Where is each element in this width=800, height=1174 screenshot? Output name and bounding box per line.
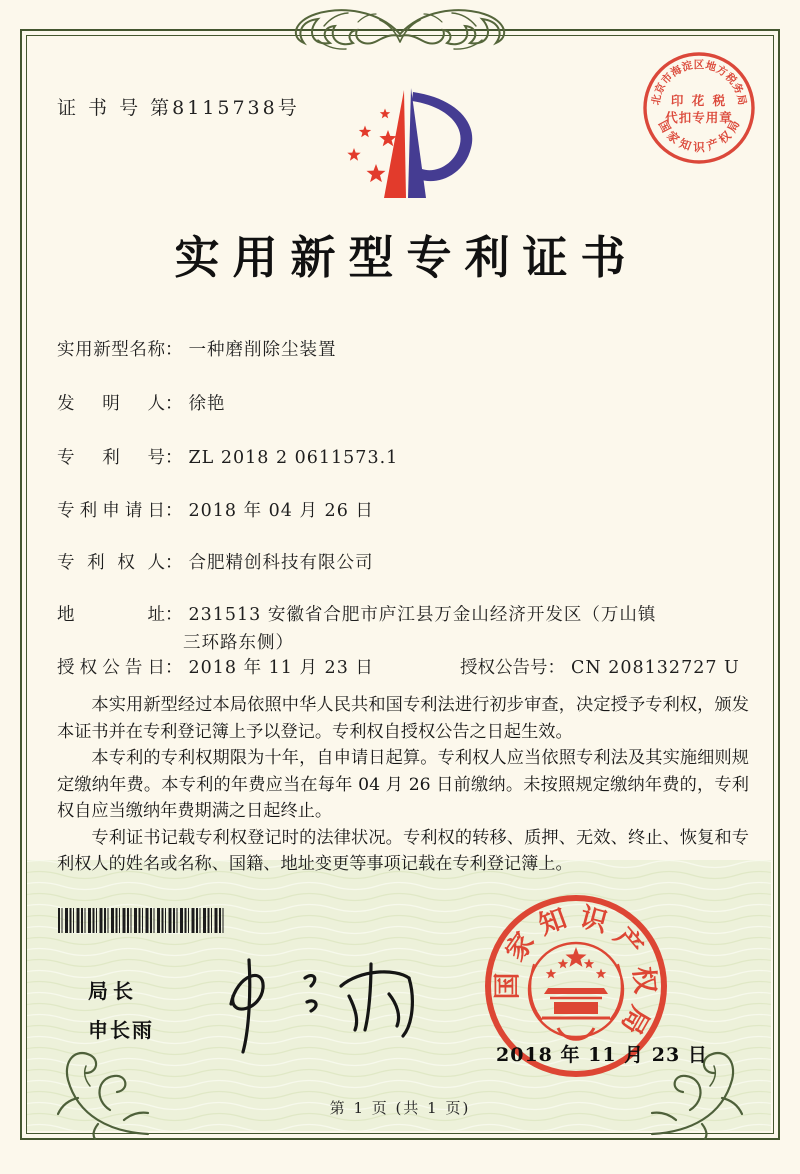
- field-value-inventor: 徐艳: [188, 394, 226, 414]
- svg-text:税: 税: [722, 70, 739, 87]
- svg-text:国: 国: [492, 972, 524, 1000]
- certificate-number: 证 书 号 第8115738号: [57, 97, 300, 119]
- svg-text:局: 局: [724, 117, 743, 135]
- signer-title: 局长: [88, 979, 138, 1003]
- svg-text:北: 北: [649, 93, 664, 107]
- field-row-patent-no: [57, 444, 398, 469]
- legal-paragraph-2: 本专利的专利权期限为十年，自申请日起算。专利权人应当依照专利法及其实施细则规定缴纳年费。本专利的年费应当在每年 04 月 26 日前缴纳。未按照规定缴纳年费的，专利权自应当缴纳年费期满之日起终止。: [57, 748, 749, 821]
- field-value-patent-no: ZL 2018 2 0611573.1: [188, 448, 399, 468]
- field-label: 授权公告日: [57, 658, 165, 678]
- svg-text:家: 家: [664, 128, 683, 147]
- field-value-patentee: 合肥精创科技有限公司: [188, 553, 374, 573]
- field-label: 地址: [57, 605, 165, 625]
- signature-image: [213, 952, 425, 1060]
- svg-text:市: 市: [659, 70, 676, 87]
- svg-text:区: 区: [693, 59, 705, 71]
- svg-text:印 花 税: 印 花 税: [670, 93, 728, 108]
- national-emblem-icon: [529, 943, 623, 1039]
- colon: ：: [165, 658, 183, 678]
- field-value-filing-date: 2018 年 04 月 26 日: [188, 501, 374, 521]
- field-label: 专利号: [57, 448, 165, 468]
- page-number: 第 1 页 (共 1 页): [329, 1099, 471, 1117]
- svg-text:产: 产: [704, 135, 721, 154]
- field-row-inventor: [57, 390, 226, 415]
- svg-text:务: 务: [729, 81, 746, 97]
- svg-text:家: 家: [499, 927, 541, 967]
- legal-paragraph-3: 专利证书记载专利权登记时的法律状况。专利权的转移、质押、无效、终止、恢复和专利权人的姓名或名称、国籍、地址变更等事项记载在专利登记簿上。: [57, 827, 749, 874]
- svg-text:局: 局: [734, 93, 749, 107]
- field-row-grant-date: [57, 654, 374, 679]
- field-row-address: [57, 601, 656, 626]
- signer-name: 申长雨: [88, 1018, 154, 1042]
- legal-paragraph-1: 本实用新型经过本局依照中华人民共和国专利法进行初步审查，决定授予专利权，颁发本证书并在专利登记簿上予以登记。专利权自授权公告之日起生效。: [57, 695, 749, 742]
- field-row-grant-no: [460, 654, 740, 679]
- field-label: 发明人: [57, 394, 165, 414]
- svg-text:知: 知: [677, 135, 694, 154]
- svg-text:局: 局: [614, 1000, 656, 1040]
- svg-text:方: 方: [713, 63, 730, 80]
- field-value-grant-date: 2018 年 11 月 23 日: [188, 658, 374, 678]
- corner-flourish-bottom-left: [48, 1038, 160, 1140]
- field-value-name: 一种磨削除尘装置: [188, 340, 337, 360]
- svg-text:地: 地: [704, 59, 718, 74]
- svg-text:京: 京: [652, 81, 669, 97]
- svg-text:知: 知: [534, 902, 571, 942]
- svg-text:国: 国: [655, 117, 674, 135]
- svg-text:淀: 淀: [680, 59, 694, 74]
- colon: ：: [165, 553, 183, 573]
- svg-text:权: 权: [627, 965, 661, 995]
- field-label: 实用新型名称: [57, 340, 165, 360]
- colon: ：: [165, 501, 183, 521]
- top-border-ornament: [258, 2, 542, 60]
- field-row-name: [57, 336, 337, 361]
- field-row-filing-date: [57, 497, 374, 522]
- svg-text:识: 识: [693, 140, 705, 154]
- svg-text:代扣专用章: 代扣专用章: [665, 110, 733, 125]
- svg-text:海: 海: [668, 63, 685, 80]
- cnipa-logo-icon: [333, 84, 483, 208]
- tax-stamp-seal: [641, 50, 757, 166]
- field-label: 专利申请日: [57, 501, 165, 521]
- field-row-patentee: [57, 549, 374, 574]
- colon: ：: [165, 340, 183, 360]
- certificate-title: 实用新型专利证书: [174, 231, 639, 284]
- svg-text:权: 权: [715, 128, 734, 147]
- colon: ：: [165, 448, 183, 468]
- svg-text:产: 产: [607, 921, 649, 963]
- svg-text:识: 识: [576, 901, 611, 939]
- field-label: 授权公告号: [460, 658, 548, 678]
- colon: ：: [165, 394, 183, 414]
- colon: ：: [165, 605, 183, 625]
- legal-text-block: [57, 692, 749, 878]
- field-value-grant-no: CN 208132727 U: [571, 658, 740, 678]
- field-value-address-line2: 三环路东侧）: [183, 633, 294, 653]
- field-label: 专利权人: [57, 553, 165, 573]
- barcode: [58, 908, 226, 933]
- field-value-address-line1: 231513 安徽省合肥市庐江县万金山经济开发区（万山镇: [188, 605, 657, 625]
- seal-date: 2018 年 11 月 23 日: [496, 1044, 708, 1066]
- colon: ：: [547, 658, 565, 678]
